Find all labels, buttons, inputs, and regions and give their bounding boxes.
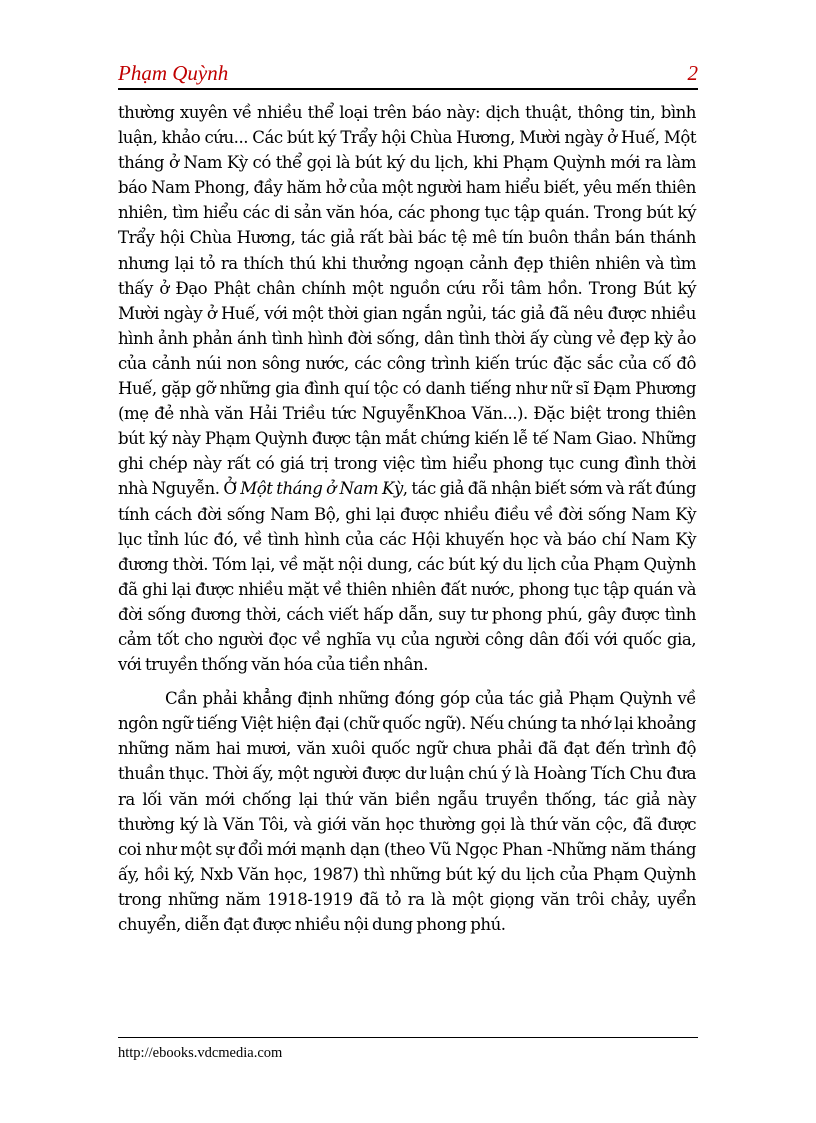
paragraph-2: Cần phải khẳng định những đóng góp của tác giả Phạm Quỳnh về ngôn ngữ tiếng Việt hiện đại (chữ quốc ngữ). Nếu chúng ta nhớ lại khoảng những năm hai mươi, văn xuôi quốc ngữ chưa phải đã đạt đến trình độ thuần thục. Thời ấy, một người được dư luận chú ý là Hoàng Tích Chu đưa ra lối văn mới chống lại thứ văn biền ngẫu truyền thống, tác giả này thường ký là Văn Tôi, và giới văn học thường gọi là thứ văn cộc, đã được coi như một sự đổi mới mạnh dạn (theo Vũ Ngọc Phan -Những năm tháng ấy, hồi ký, Nxb Văn học, 1987) thì những bút ký du lịch của Phạm Quỳnh trong những năm 1918-1919 đã tỏ ra là một giọng văn trôi chảy, uyển chuyển, diễn đạt được nhiều nội dung phong phú.	[118, 689, 696, 934]
page-header	[118, 60, 698, 86]
paragraph-1	[118, 100, 696, 677]
book-title-italic: Một tháng ở Nam Kỳ	[240, 479, 403, 499]
page-number: 2	[687, 61, 698, 85]
body-text	[118, 100, 696, 937]
paragraph-1-text-b: , tác giả đã nhận biết sớm và rất đúng tính cách đời sống Nam Bộ, ghi lại được nhiều điều về đời sống Nam Kỳ lục tỉnh lúc đó, về tình hình của các Hội khuyến học và báo chí Nam Kỳ đương thời. Tóm lại, về mặt nội dung, các bút ký du lịch của Phạm Quỳnh đã ghi lại được nhiều mặt về thiên nhiên đất nước, phong tục tập quán và đời sống đương thời, cách viết hấp dẫn, suy tư phong phú, gây được tình cảm tốt cho người đọc về nghĩa vụ của người công dân đối với quốc gia, với truyền thống văn hóa của tiền nhân.	[118, 479, 696, 675]
paragraph-1-text-a: thường xuyên về nhiều thể loại trên báo này: dịch thuật, thông tin, bình luận, khảo cứu... Các bút ký Trẩy hội Chùa Hương, Mười ngày ở Huế, Một tháng ở Nam Kỳ có thể gọi là bút ký du lịch, khi Phạm Quỳnh mới ra làm báo Nam Phong, đầy hăm hở của một người ham hiểu biết, yêu mến thiên nhiên, tìm hiểu các di sản văn hóa, các phong tục tập quán. Trong bút ký Trẩy hội Chùa Hương, tác giả rất bài bác tệ mê tín buôn thần bán thánh nhưng lại tỏ ra thích thú khi thưởng ngoạn cảnh đẹp thiên nhiên và tìm thấy ở Đạo Phật chân chính một nguồn cứu rỗi tâm hồn. Trong Bút ký Mười ngày ở Huế, với một thời gian ngắn ngủi, tác giả đã nêu được nhiều hình ảnh phản ánh tình hình đời sống, dân tình thời ấy cùng vẻ đẹp kỳ ảo của cảnh núi non sông nước, các công trình kiến trúc đặc sắc của cố đô Huế, gặp gỡ những gia đình quí tộc có danh tiếng như nữ sĩ Đạm Phương (mẹ đẻ nhà văn Hải Triều tức NguyễnKhoa Văn...). Đặc biệt trong thiên bút ký này Phạm Quỳnh được tận mắt chứng kiến lễ tế Nam Giao. Những ghi chép này rất có giá trị trong việc tìm hiểu phong tục cung đình thời nhà Nguyễn. Ở	[118, 103, 696, 499]
header-divider	[118, 88, 698, 90]
footer-divider	[118, 1037, 698, 1038]
footer-url[interactable]: http://ebooks.vdcmedia.com	[118, 1045, 283, 1061]
header-title: Phạm Quỳnh	[118, 61, 229, 85]
